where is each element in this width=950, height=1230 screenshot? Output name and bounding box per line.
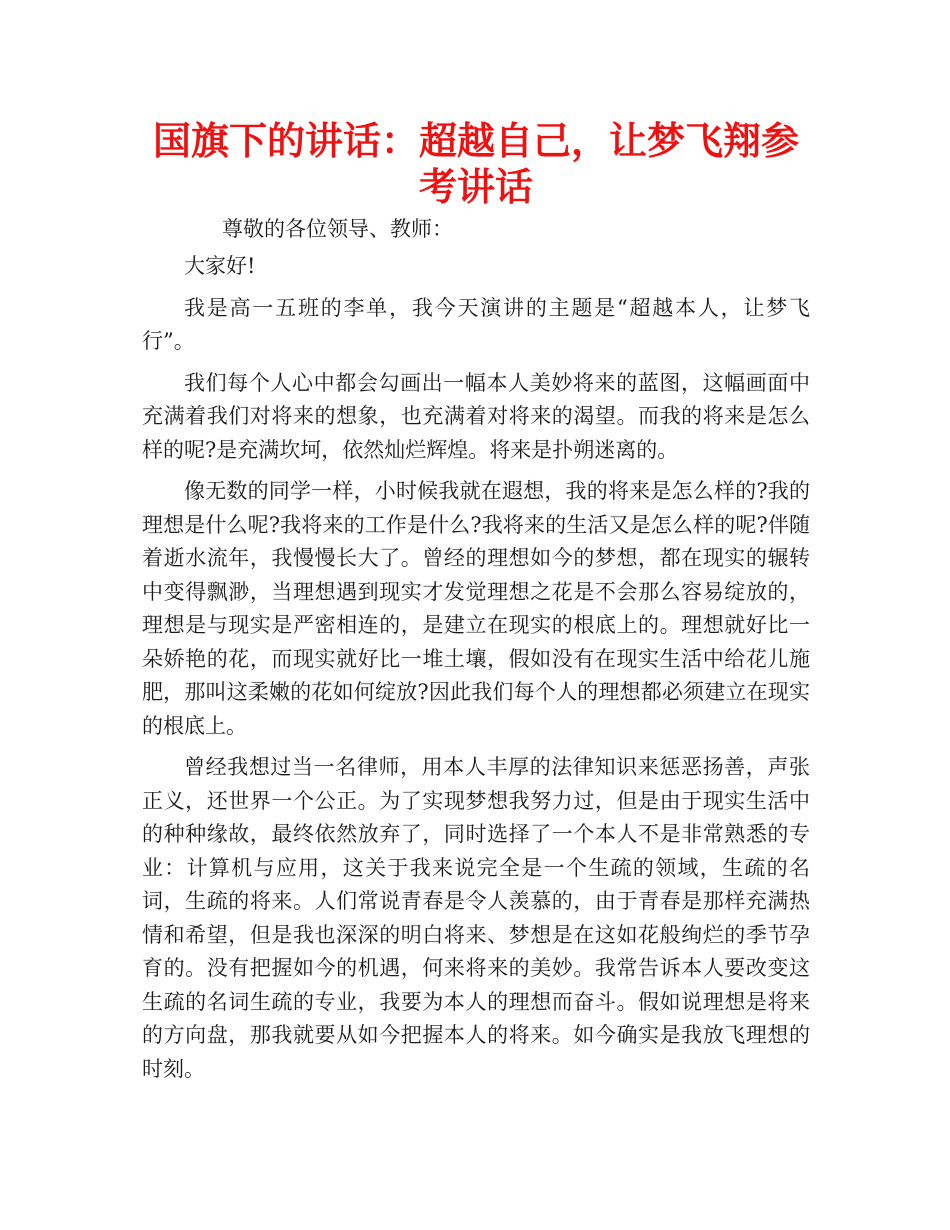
paragraph-childhood: 像无数的同学一样，小时候我就在遐想，我的将来是怎么样的?我的理想是什么呢?我将来的工作是什么?我将来的生活又是怎么样的呢?伴随着逝水流年，我慢慢长大了。曾经的理想如今的梦想，都在现实的辗转中变得飘渺，当理想遇到现实才发觉理想之花是不会那么容易绽放的，理想是与现实是严密相连的，是建立在现实的根底上的。理想就好比一朵娇艳的花，而现实就好比一堆土壤，假如没有在现实生活中给花儿施肥，那叫这柔嫩的花如何绽放?因此我们每个人的理想都必须建立在现实的根底上。 [142, 479, 810, 738]
paragraph-greeting: 大家好! [184, 254, 256, 278]
paragraph-blueprint: 我们每个人心中都会勾画出一幅本人美妙将来的蓝图，这幅画面中充满着我们对将来的想象，也充满着对将来的渴望。而我的将来是怎么样的呢?是充满坎坷，依然灿烂辉煌。将来是扑朔迷离的。 [142, 370, 810, 462]
paragraph-intro: 我是高一五班的李单，我今天演讲的主题是“超越本人，让梦飞行”。 [142, 295, 810, 353]
paragraph-lawyer: 曾经我想过当一名律师，用本人丰厚的法律知识来惩恶扬善，声张正义，还世界一个公正。为了实现梦想我努力过，但是由于现实生活中的种种缘故，最终依然放弃了，同时选择了一个本人不是非常熟悉的专业：计算机与应用，这关于我来说完全是一个生疏的领域，生疏的名词，生疏的将来。人们常说青春是令人羡慕的，由于青春是那样充满热情和希望，但是我也深深的明白将来、梦想是在这如花般绚烂的季节孕育的。没有把握如今的机遇，何来将来的美妙。我常告诉本人要改变这生疏的名词生疏的专业，我要为本人的理想而奋斗。假如说理想是将来的方向盘，那我就要从如今把握本人的将来。如今确实是我放飞理想的时刻。 [142, 755, 810, 1081]
document-title: 国旗下的讲话：超越自己，让梦飞翔参考讲话 [152, 119, 799, 209]
salutation: 尊敬的各位领导、教师： [222, 217, 453, 241]
